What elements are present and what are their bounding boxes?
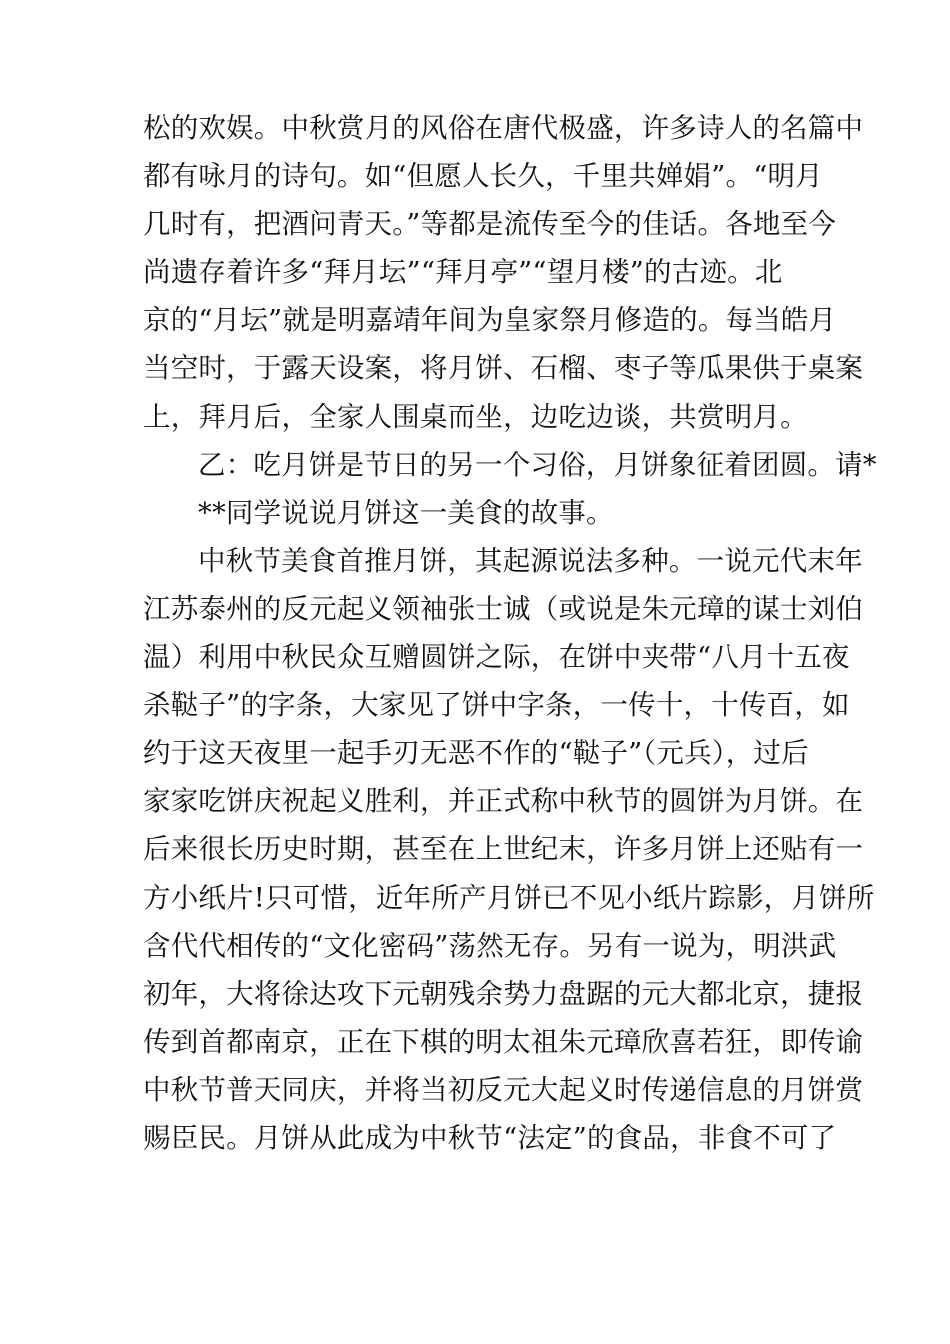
text-line: 赐臣民。月饼从此成为中秋节“法定”的食品，非食不可了 (143, 1121, 837, 1154)
text-line: 都有咏月的诗句。如“但愿人长久，千里共婵娟”。“明月 (143, 160, 823, 193)
text-line: 初年，大将徐达攻下元朝残余势力盘踞的元大都北京，捷报 (143, 977, 864, 1010)
text-line: 乙：吃月饼是节日的另一个习俗，月饼象征着团圆。请* (198, 448, 877, 481)
text-line: 松的欢娱。中秋赏月的风俗在唐代极盛，许多诗人的名篇中 (143, 112, 864, 144)
text-line: 杀鞑子”的字条，大家见了饼中字条，一传十，十传百，如 (143, 689, 850, 722)
text-line: 传到首都南京，正在下棋的明太祖朱元璋欣喜若狂，即传谕 (143, 1025, 864, 1058)
text-line: 当空时，于露天设案，将月饼、石榴、枣子等瓜果供于桌案 (143, 352, 864, 385)
text-line: 温）利用中秋民众互赠圆饼之际，在饼中夹带“八月十五夜 (143, 641, 850, 674)
text-line: 中秋节美食首推月饼，其起源说法多种。一说元代末年 (198, 544, 863, 577)
body-text (143, 104, 877, 1162)
text-line: 含代代相传的“文化密码”荡然无存。另有一说为，明洪武 (143, 929, 837, 962)
text-line: 方小纸片!只可惜，近年所产月饼已不见小纸片踪影，月饼所 (143, 881, 875, 914)
text-line: 约于这天夜里一起手刃无恶不作的“鞑子”（元兵），过后 (143, 737, 809, 770)
text-line: 江苏泰州的反元起义领袖张士诚（或说是朱元璋的谋士刘伯 (143, 592, 864, 625)
text-line: **同学说说月饼这一美食的故事。 (198, 496, 614, 529)
text-line: 几时有，把酒问青天。”等都是流传至今的佳话。各地至今 (143, 208, 837, 241)
text-line: 上，拜月后，全家人围桌而坐，边吃边谈，共赏明月。 (143, 400, 808, 433)
text-line: 中秋节普天同庆，并将当初反元大起义时传递信息的月饼赏 (143, 1073, 864, 1106)
text-line: 尚遗存着许多“拜月坛”“拜月亭”“望月楼”的古迹。北 (143, 256, 783, 289)
text-line: 京的“月坛”就是明嘉靖年间为皇家祭月修造的。每当皓月 (143, 304, 837, 337)
text-line: 家家吃饼庆祝起义胜利，并正式称中秋节的圆饼为月饼。在 (143, 785, 864, 818)
text-line: 后来很长历史时期，甚至在上世纪末，许多月饼上还贴有一 (143, 833, 864, 866)
